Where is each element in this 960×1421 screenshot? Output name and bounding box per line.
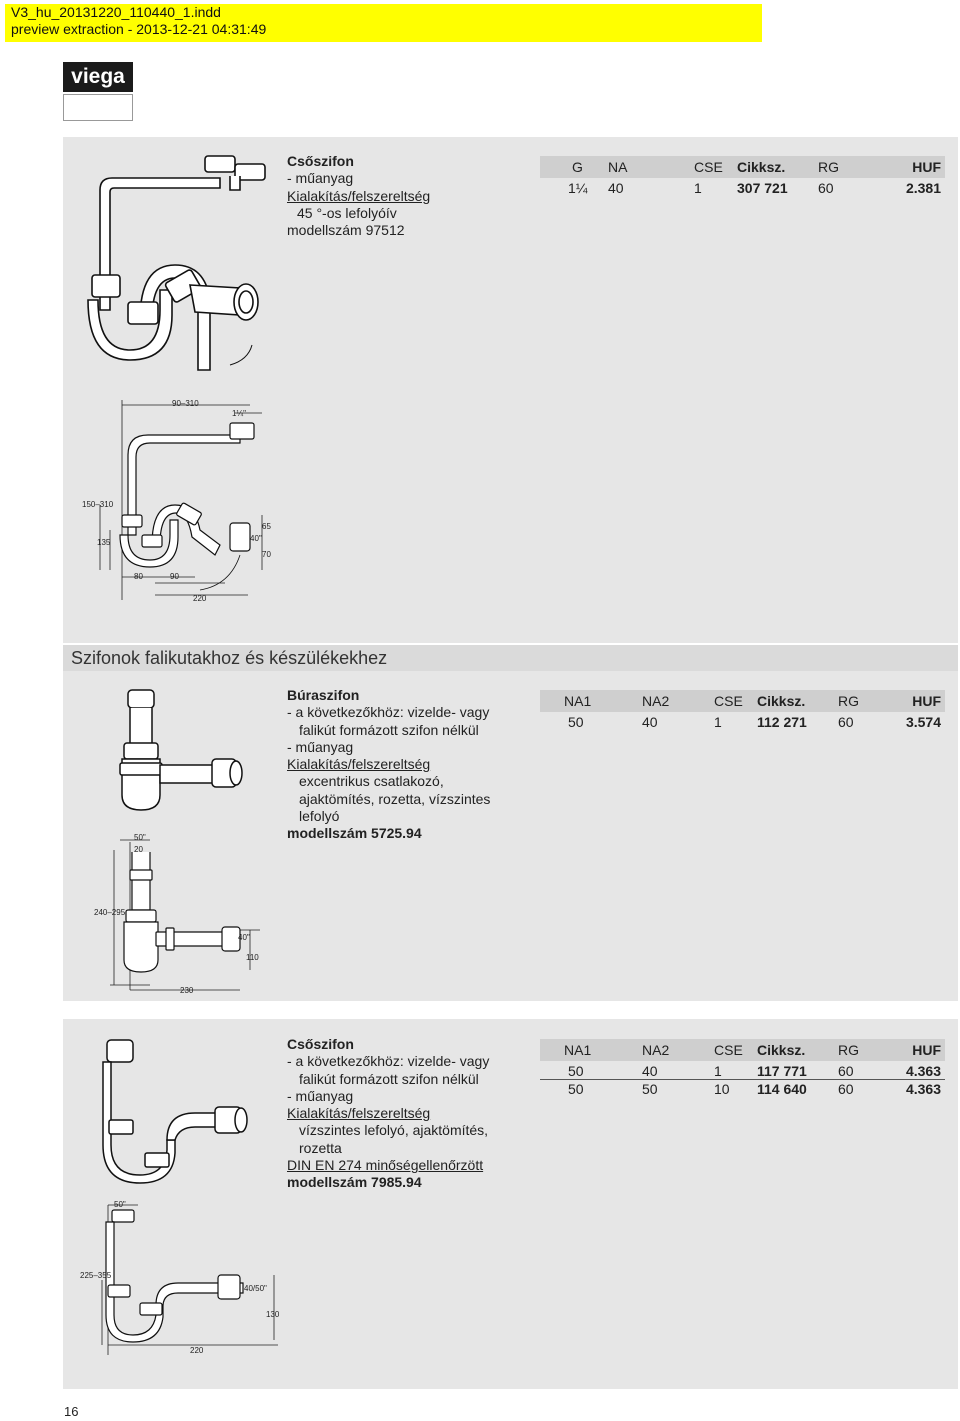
spec-line: ajaktömítés, rozetta, vízszintes (299, 790, 491, 807)
spec-line: excentrikus csatlakozó, (299, 773, 444, 790)
cell: 40 (642, 1063, 658, 1079)
cell: 50 (540, 1080, 620, 1098)
dimension-label: 40/50" (244, 1284, 267, 1293)
col-header: NA2 (620, 1039, 696, 1061)
model-number: modellszám 5725.94 (287, 825, 422, 842)
page-number: 16 (64, 1404, 79, 1419)
file-name: V3_hu_20131220_110440_1.indd (11, 4, 221, 20)
col-header: Cikksz. (753, 1039, 833, 1061)
table-header-row (540, 690, 945, 712)
col-header: CSE (676, 156, 733, 178)
file-banner (5, 4, 762, 42)
spec-line: falikút formázott szifon nélkül (299, 721, 479, 738)
spec-heading: Kialakítás/felszereltség (287, 756, 431, 773)
spec-heading: Kialakítás/felszereltség (287, 187, 431, 204)
product-photo-3 (95, 1035, 265, 1185)
spec-line: - a következőkhöz: vizelde- vagy (287, 704, 490, 721)
price: 3.574 (905, 714, 941, 730)
dimension-label: 70 (262, 550, 271, 559)
col-header: Cikksz. (733, 156, 813, 178)
col-header: CSE (696, 1039, 753, 1061)
cell: 40 (608, 180, 624, 196)
table-row (540, 712, 945, 730)
cell: 60 (818, 180, 834, 196)
model-number: modellszám 97512 (287, 222, 405, 239)
cell: 1 (714, 714, 722, 730)
dimension-label: 230 (180, 986, 194, 995)
col-header: HUF (893, 1039, 945, 1061)
cell: 10 (696, 1080, 753, 1098)
spec-heading: Kialakítás/felszereltség (287, 1105, 431, 1122)
section-title: Szifonok falikutakhoz és készülékekhez (63, 645, 958, 671)
technical-drawing-2 (90, 830, 270, 1000)
cell: 60 (838, 714, 854, 730)
product-description-1 (287, 153, 430, 239)
price: 4.363 (905, 1063, 941, 1079)
spec-line: - műanyag (287, 1087, 354, 1104)
technical-drawing-1 (80, 395, 280, 610)
spec-line: - a következőkhöz: vizelde- vagy (287, 1053, 490, 1070)
spec-line: rozetta (299, 1139, 342, 1156)
spec-line: vízszintes lefolyó, ajaktömítés, (299, 1122, 489, 1139)
dimension-label: 240–295 (94, 908, 126, 917)
dimension-label: 50" (134, 833, 146, 842)
viega-logo: viega (63, 62, 133, 92)
dimension-label: 50" (114, 1200, 126, 1209)
article-number: 114 640 (753, 1080, 833, 1098)
product-description-3 (287, 1036, 489, 1192)
col-header: CSE (696, 690, 753, 712)
dimension-label: 90 (170, 572, 179, 581)
article-number: 307 721 (737, 180, 788, 196)
col-header: Cikksz. (753, 690, 833, 712)
product-title: Csőszifon (287, 1036, 354, 1052)
col-header: NA1 (540, 690, 620, 712)
dimension-label: 220 (193, 594, 207, 603)
dimension-label: 110 (246, 953, 259, 962)
technical-drawing-3 (78, 1195, 288, 1360)
cell: 1 (714, 1063, 722, 1079)
table-row (540, 1061, 945, 1080)
product-title: Búraszifon (287, 687, 360, 703)
table-header-row (540, 1039, 945, 1061)
product-description-2 (287, 687, 490, 843)
product-photo-2 (100, 685, 260, 825)
spec-line: 45 °-os lefolyóív (297, 204, 397, 221)
spec-table-1 (540, 156, 945, 196)
cell: 1¼ (568, 180, 588, 196)
cell: 50 (568, 714, 584, 730)
cell: 60 (838, 1063, 854, 1079)
spec-line: - műanyag (287, 170, 354, 187)
product-title: Csőszifon (287, 153, 354, 169)
dimension-label: 130 (266, 1310, 280, 1319)
dimension-label: 225–355 (80, 1271, 112, 1280)
product-photo-1 (80, 150, 280, 380)
cell: 1 (694, 180, 702, 196)
extraction-info: preview extraction - 2013-12-21 04:31:49 (11, 21, 267, 37)
dimension-label: 40" (238, 933, 250, 942)
col-header: RG (833, 690, 893, 712)
article-number: 112 271 (757, 714, 807, 730)
col-header: HUF (893, 690, 945, 712)
dimension-label: 220 (190, 1346, 204, 1355)
model-number: modellszám 7985.94 (287, 1174, 422, 1191)
cell: 50 (620, 1080, 696, 1098)
spec-line: lefolyó (299, 808, 340, 825)
spec-line: falikút formázott szifon nélkül (299, 1070, 479, 1087)
price: 2.381 (905, 180, 941, 196)
col-header: HUF (873, 156, 945, 178)
col-header: G (540, 156, 600, 178)
col-header: NA2 (620, 690, 696, 712)
dimension-label: 65 (262, 522, 271, 531)
logo-box (63, 94, 133, 121)
quality-note: DIN EN 274 minőségellenőrzött (287, 1157, 484, 1174)
col-header: RG (813, 156, 873, 178)
dimension-label: 80 (134, 572, 143, 581)
table-row (540, 1080, 945, 1098)
article-number: 117 771 (757, 1063, 807, 1079)
table-header-row (540, 156, 945, 178)
spec-table-3 (540, 1039, 945, 1098)
cell: 60 (833, 1080, 893, 1098)
dimension-label: 135 (97, 538, 111, 547)
col-header: RG (833, 1039, 893, 1061)
cell: 40 (642, 714, 658, 730)
table-row (540, 178, 945, 196)
price: 4.363 (893, 1080, 945, 1098)
dimension-label: 20 (134, 845, 143, 854)
dimension-label: 40" (250, 534, 262, 543)
spec-line: - műanyag (287, 738, 354, 755)
dimension-label: 90–310 (172, 399, 199, 408)
col-header: NA (600, 156, 676, 178)
cell: 50 (568, 1063, 584, 1079)
col-header: NA1 (540, 1039, 620, 1061)
dimension-label: 150–310 (82, 500, 114, 509)
dimension-label: 1¼" (232, 409, 246, 418)
spec-table-2 (540, 690, 945, 730)
